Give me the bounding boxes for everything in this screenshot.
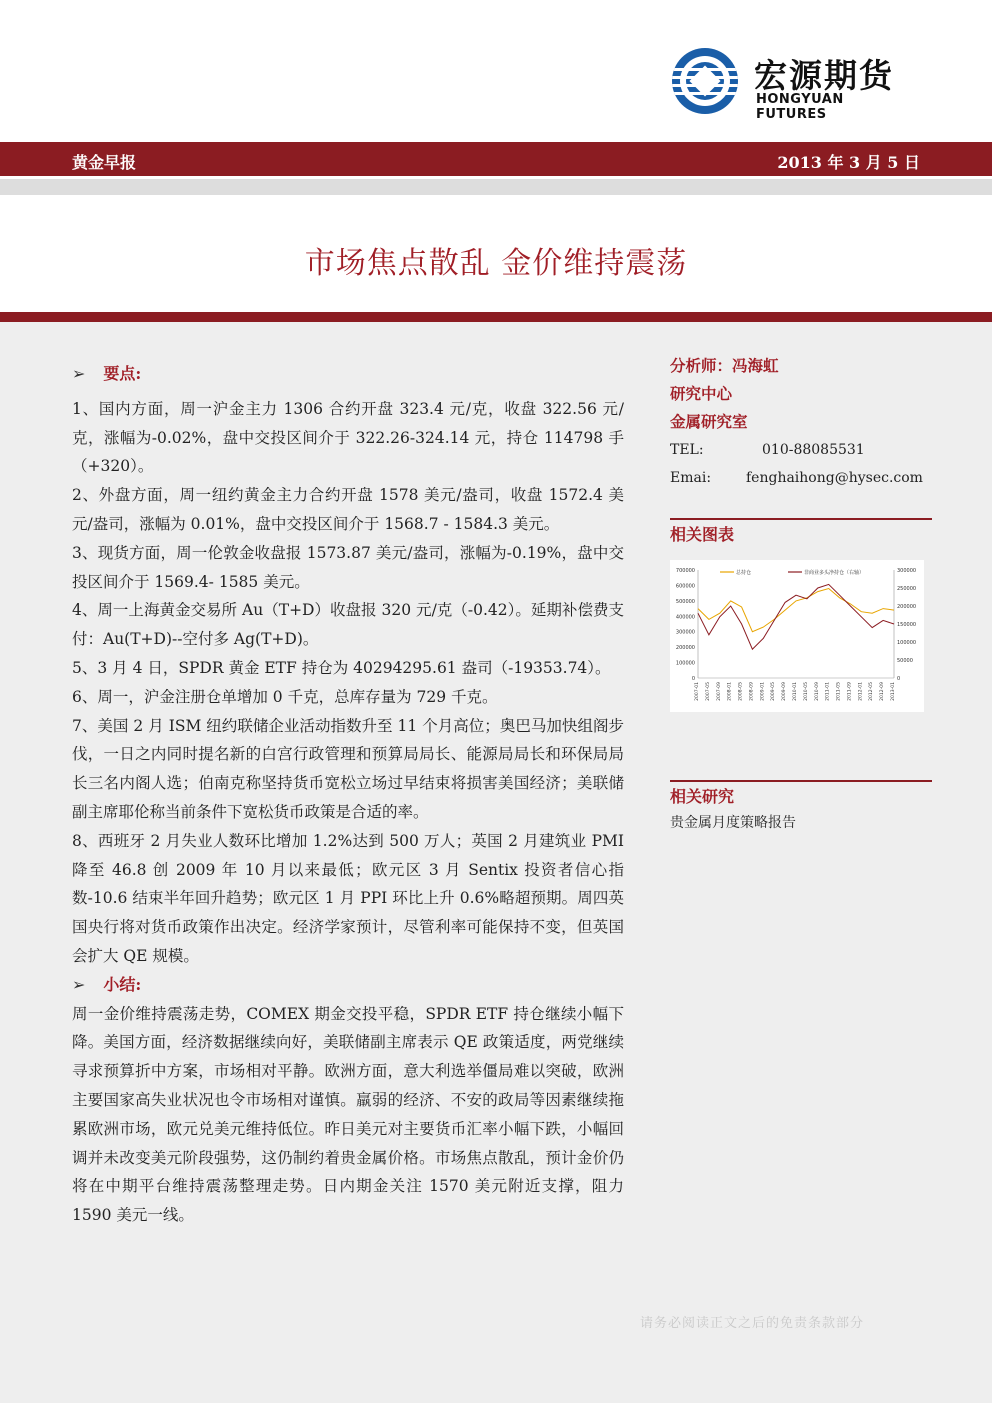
report-title: 市场焦点散乱 金价维持震荡 [304, 246, 688, 281]
logo-english-name: HONGYUAN FUTURES [756, 92, 844, 122]
disclaimer-note: 请务必阅读正文之后的免责条款部分 [640, 1316, 865, 1331]
x-tick-label: 2007-01 [695, 682, 700, 701]
key-point-6: 6、周一，沪金注册仓单增加 0 千克，总库存量为 729 千克。 [72, 687, 498, 706]
key-point-4: 4、周一上海黄金交易所 Au（T+D）收盘报 320 元/克（-0.42）。延期补偿费支付：Au(T+D)--空付多 Ag(T+D)。 [72, 601, 624, 649]
x-tick-label: 2008-09 [749, 682, 755, 701]
arrow-bullet-icon: ➢ [72, 974, 86, 994]
x-tick-label: 2010-09 [814, 682, 820, 701]
sidebar [670, 352, 932, 492]
x-tick-label: 2011-09 [847, 682, 853, 701]
main-content [72, 360, 624, 1230]
y-right-tick-label: 100000 [897, 640, 917, 646]
y-left-tick-label: 300000 [675, 629, 695, 636]
tel-label: TEL: [670, 442, 704, 458]
x-tick-label: 2009-01 [760, 682, 766, 701]
logo-chinese-name: 宏源期货 [754, 56, 894, 95]
y-left-tick-label: 600000 [675, 583, 695, 590]
y-left-tick-label: 700000 [675, 568, 695, 574]
tel-value: 010-88085531 [762, 442, 865, 458]
summary-heading: ➢ 小结: [72, 974, 142, 994]
x-tick-label: 2010-05 [803, 682, 809, 701]
x-tick-label: 2011-01 [825, 682, 831, 701]
y-right-tick-label: 300000 [897, 568, 917, 574]
holdings-chart-svg [670, 560, 924, 712]
y-left-tick-label: 0 [691, 676, 695, 682]
key-point-7: 7、美国 2 月 ISM 纽约联储企业活动指数升至 11 个月高位；奥巴马加快组阁步伐，一日之内同时提名新的白宫行政管理和预算局局长、能源局局长和环保局局长三名内阁人选；伯南克称坚持货币宽松立场过早结束将损害美国经济；美联储副主席耶伦称当前条件下宽松货币政策是合适的率。 [72, 716, 624, 821]
department-research-center: 研究中心 [670, 384, 733, 403]
key-points-heading: ➢ 要点: [72, 364, 142, 383]
y-left-tick-label: 200000 [675, 645, 695, 652]
x-tick-label: 2012-05 [869, 682, 875, 701]
tel-row [670, 436, 932, 464]
y-left-tick-label: 100000 [675, 660, 695, 667]
x-tick-label: 2008-05 [738, 682, 744, 701]
logo-emblem-icon [672, 48, 738, 114]
report-type: 黄金早报 [72, 153, 137, 172]
x-tick-label: 2011-05 [836, 682, 842, 701]
key-point-1: 1、国内方面，周一沪金主力 1306 合约开盘 323.4 元/克，收盘 322.56 元/克，涨幅为-0.02%，盘中交投区间介于 322.26-324.14 元，持仓 114798 手（+320）。 [72, 399, 624, 476]
email-row [670, 464, 932, 492]
related-research-item[interactable]: 贵金属月度策略报告 [670, 815, 796, 831]
summary-text: 周一金价维持震荡走势，COMEX 期金交投平稳，SPDR ETF 持仓继续小幅下降。美国方面，经济数据继续向好，美联储副主席表示 QE 政策适度，两党继续寻求预算折中方案，市场相对平静。欧洲方面，意大利选举僵局难以突破，欧洲主要国家高失业状况也令市场相对谨慎。羸弱的经济、不安的政局等因素继续拖累欧洲市场，欧元兑美元维持低位。昨日美元对主要货币汇率小幅下跌，小幅回调并未改变美元阶段强势，这仍制约着贵金属价格。市场焦点散乱，预计金价仍将在中期平台维持震荡整理走势。日内期金关注 1570 美元附近支撑，阻力 1590 美元一线。 [72, 1004, 624, 1225]
x-tick-label: 2008-01 [727, 682, 733, 701]
y-right-tick-label: 50000 [897, 658, 913, 664]
related-charts-heading: 相关图表 [670, 518, 932, 545]
header-underbar [0, 179, 992, 195]
y-right-tick-label: 200000 [897, 604, 917, 610]
x-tick-label: 2010-01 [793, 682, 798, 701]
x-tick-label: 2012-01 [858, 682, 864, 701]
holdings-chart [670, 560, 924, 712]
analyst-name: 分析师：冯海虹 [670, 356, 779, 375]
email-label: Emai: [670, 470, 712, 486]
title-rule [0, 312, 992, 322]
x-tick-label: 2012-09 [880, 682, 886, 701]
y-right-tick-label: 0 [897, 676, 901, 682]
department-metals: 金属研究室 [670, 412, 748, 431]
series-line-2 [698, 584, 894, 649]
key-point-2: 2、外盘方面，周一纽约黄金主力合约开盘 1578 美元/盎司，收盘 1572.4 美元/盎司，涨幅为 0.01%，盘中交投区间介于 1568.7 - 1584.3 美元。 [72, 486, 624, 533]
x-tick-label: 2009-09 [782, 682, 788, 701]
company-logo [672, 48, 912, 122]
y-right-tick-label: 250000 [897, 586, 917, 592]
report-date: 2013 年 3 月 5 日 [777, 153, 920, 172]
key-point-3: 3、现货方面，周一伦敦金收盘报 1573.87 美元/盎司，涨幅为-0.19%，盘中交投区间介于 1569.4- 1585 美元。 [72, 543, 624, 591]
x-tick-label: 2009-05 [771, 682, 777, 701]
x-tick-label: 2013-01 [891, 682, 896, 701]
y-left-tick-label: 500000 [675, 598, 695, 605]
legend-label-1: 总持仓 [736, 570, 752, 576]
related-research-heading: 相关研究 [670, 780, 932, 807]
y-left-tick-label: 400000 [675, 614, 695, 621]
x-tick-label: 2007-09 [716, 682, 722, 701]
arrow-bullet-icon: ➢ [72, 364, 86, 383]
legend-label-2: 非商业多头净持仓（右轴） [804, 570, 865, 576]
email-value[interactable]: fenghaihong@hysec.com [746, 470, 923, 486]
y-right-tick-label: 150000 [897, 622, 917, 628]
key-point-5: 5、3 月 4 日，SPDR 黄金 ETF 持仓为 40294295.61 盎司（-19353.74）。 [72, 658, 611, 677]
key-point-8: 8、西班牙 2 月失业人数环比增加 1.2%达到 500 万人；英国 2 月建筑业 PMI 降至 46.8 创 2009 年 10 月以来最低；欧元区 3 月 Sentix 投资者信心指数-10.6 结束半年回升趋势；欧元区 1 月 PPI 环比上升 0.6%略超预期。周四英国央行将对货币政策作出决定。经济学家预计，尽管利率可能保持不变，但英国会扩大 QE 规模。 [72, 831, 624, 965]
x-tick-label: 2007-05 [705, 682, 711, 701]
